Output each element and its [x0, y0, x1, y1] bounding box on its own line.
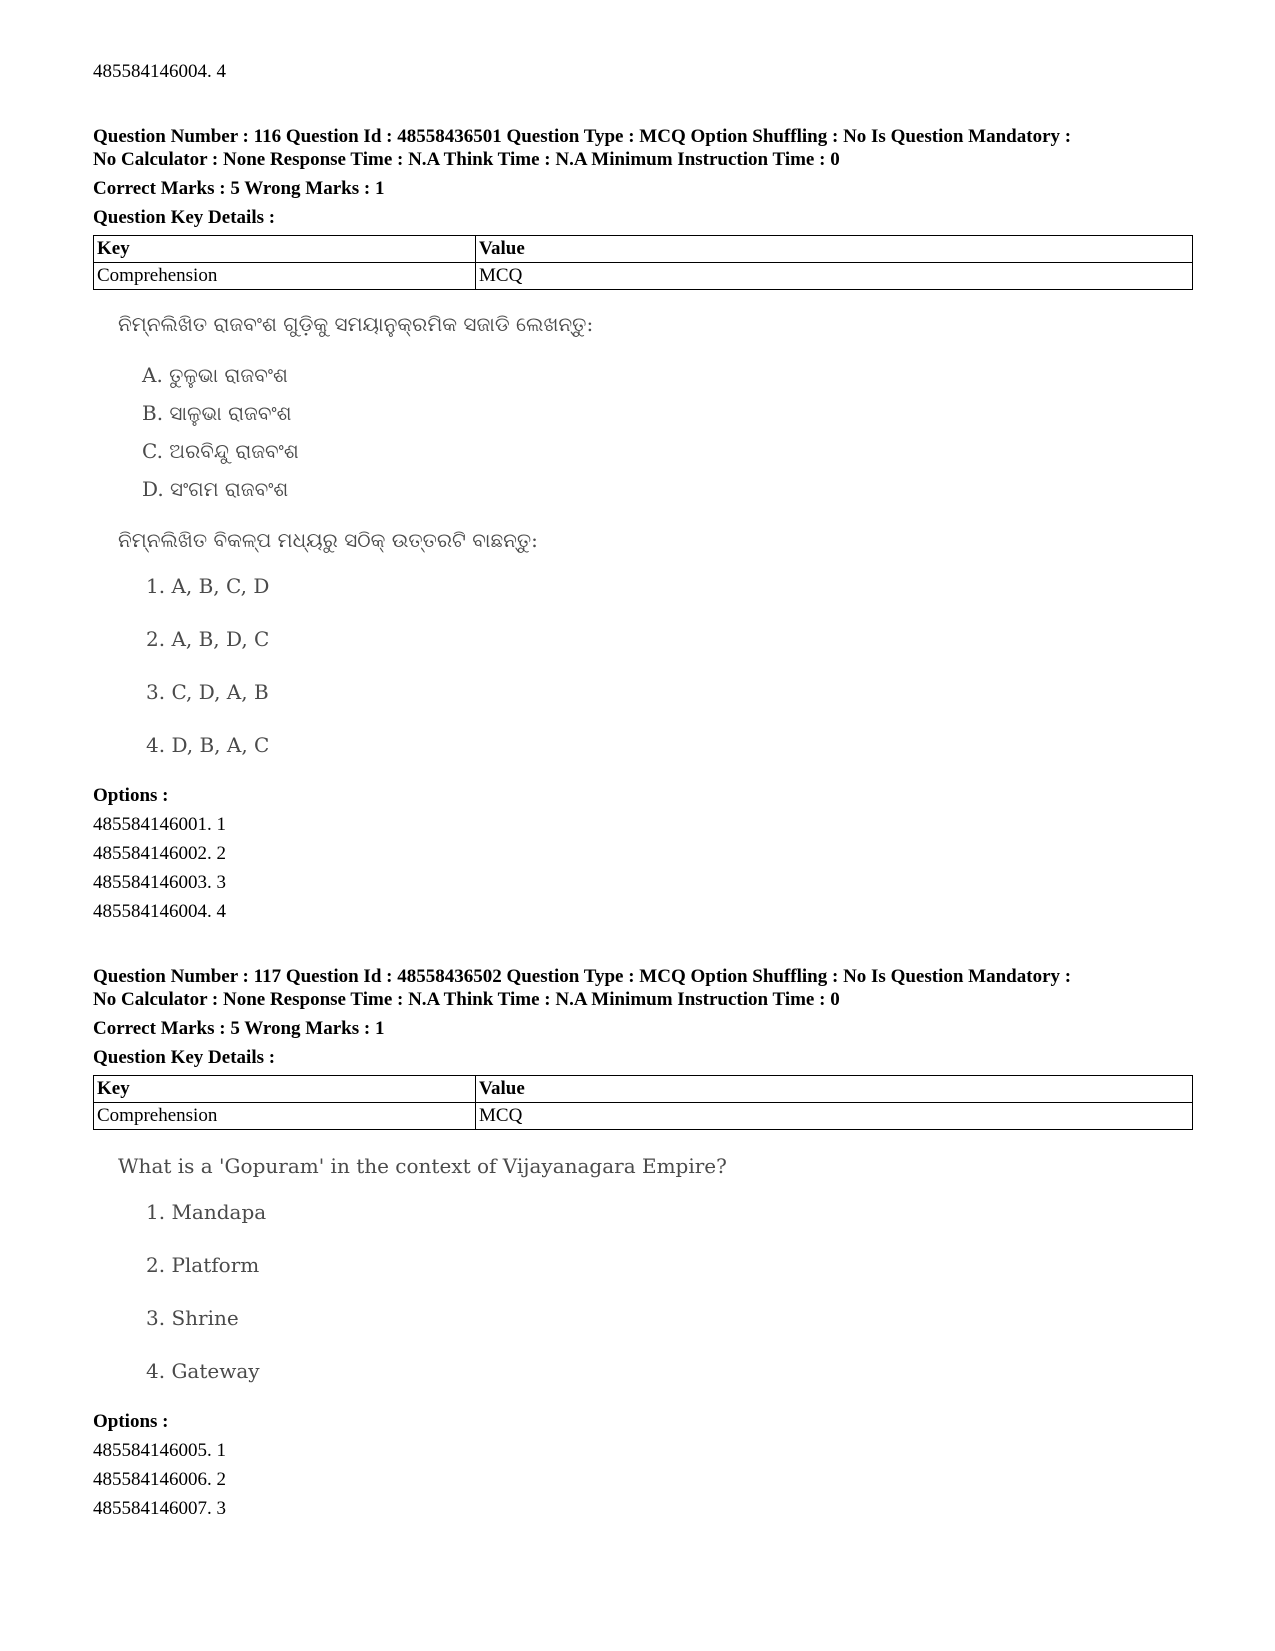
- table-header-value: Value: [476, 1076, 1193, 1103]
- key-details-label: Question Key Details :: [93, 1047, 276, 1068]
- question-stem: ନିମ୍ନଲିଖିତ ରାଜବଂଶ ଗୁଡ଼ିକୁ ସମୟାନୁକ୍ରମିକ ସଜାଡି ଲେଖନ୍ତୁ:: [118, 312, 594, 336]
- table-cell-key: Comprehension: [94, 1103, 476, 1130]
- choice-item: 4. Gateway: [146, 1359, 260, 1383]
- key-details-label: Question Key Details :: [93, 207, 276, 228]
- table-header-row: [94, 236, 1193, 263]
- choice-item: 1. A, B, C, D: [146, 574, 270, 598]
- previous-option-line: 485584146004. 4: [93, 61, 226, 82]
- choice-item: 4. D, B, A, C: [146, 733, 270, 757]
- question-header-line2: No Calculator : None Response Time : N.A Think Time : N.A Minimum Instruction Time : 0: [93, 989, 840, 1010]
- choice-item: 1. Mandapa: [146, 1200, 267, 1224]
- question-header-line2: No Calculator : None Response Time : N.A Think Time : N.A Minimum Instruction Time : 0: [93, 149, 840, 170]
- table-header-key: Key: [94, 236, 476, 263]
- option-line: 485584146006. 2: [93, 1469, 226, 1490]
- marks-line: Correct Marks : 5 Wrong Marks : 1: [93, 1018, 385, 1039]
- options-label: Options :: [93, 1411, 169, 1432]
- document-page: [93, 60, 1193, 1520]
- table-header-key: Key: [94, 1076, 476, 1103]
- list-item: B. ସାଳୁଭା ରାଜବଂଶ: [142, 401, 292, 425]
- question-stem: What is a 'Gopuram' in the context of Vijayanagara Empire?: [118, 1154, 727, 1178]
- choice-item: 3. C, D, A, B: [146, 680, 269, 704]
- table-row: [94, 263, 1193, 290]
- question-116: [93, 125, 1193, 923]
- marks-line: Correct Marks : 5 Wrong Marks : 1: [93, 178, 385, 199]
- question-header-line1: Question Number : 117 Question Id : 48558436502 Question Type : MCQ Option Shuffling : No Is Question Mandatory :: [93, 966, 1072, 987]
- option-line: 485584146007. 3: [93, 1498, 226, 1519]
- table-row: [94, 1103, 1193, 1130]
- list-item: C. ଅରବିନ୍ଦୁ ରାଜବଂଶ: [142, 439, 299, 463]
- table-header-value: Value: [476, 236, 1193, 263]
- choice-item: 2. A, B, D, C: [146, 627, 270, 651]
- question-items: [142, 356, 1193, 508]
- question-choices: [146, 1198, 1193, 1385]
- list-item: D. ସଂଗମ ରାଜବଂଶ: [142, 477, 289, 501]
- question-117: [93, 965, 1193, 1520]
- option-line: 485584146002. 2: [93, 843, 226, 864]
- question-image: [118, 310, 1193, 759]
- choice-item: 2. Platform: [146, 1253, 260, 1277]
- key-details-table: [93, 235, 1193, 290]
- key-details-table: [93, 1075, 1193, 1130]
- table-cell-value: MCQ: [476, 1103, 1193, 1130]
- question-instruction: ନିମ୍ନଲିଖିତ ବିକଳ୍ପ ମଧ୍ୟରୁ ସଠିକ୍ ଉତ୍ତରଟି ବାଛନ୍ତୁ:: [118, 528, 538, 552]
- table-header-row: [94, 1076, 1193, 1103]
- table-cell-value: MCQ: [476, 263, 1193, 290]
- choice-item: 3. Shrine: [146, 1306, 239, 1330]
- question-image: [118, 1152, 1193, 1385]
- option-line: 485584146003. 3: [93, 872, 226, 893]
- question-choices: [146, 572, 1193, 759]
- table-cell-key: Comprehension: [94, 263, 476, 290]
- option-line: 485584146005. 1: [93, 1440, 226, 1461]
- list-item: A. ତୁଳୁଭା ରାଜବଂଶ: [142, 363, 288, 387]
- options-label: Options :: [93, 785, 169, 806]
- option-line: 485584146001. 1: [93, 814, 226, 835]
- option-line: 485584146004. 4: [93, 901, 226, 922]
- question-header-line1: Question Number : 116 Question Id : 48558436501 Question Type : MCQ Option Shuffling : No Is Question Mandatory :: [93, 126, 1072, 147]
